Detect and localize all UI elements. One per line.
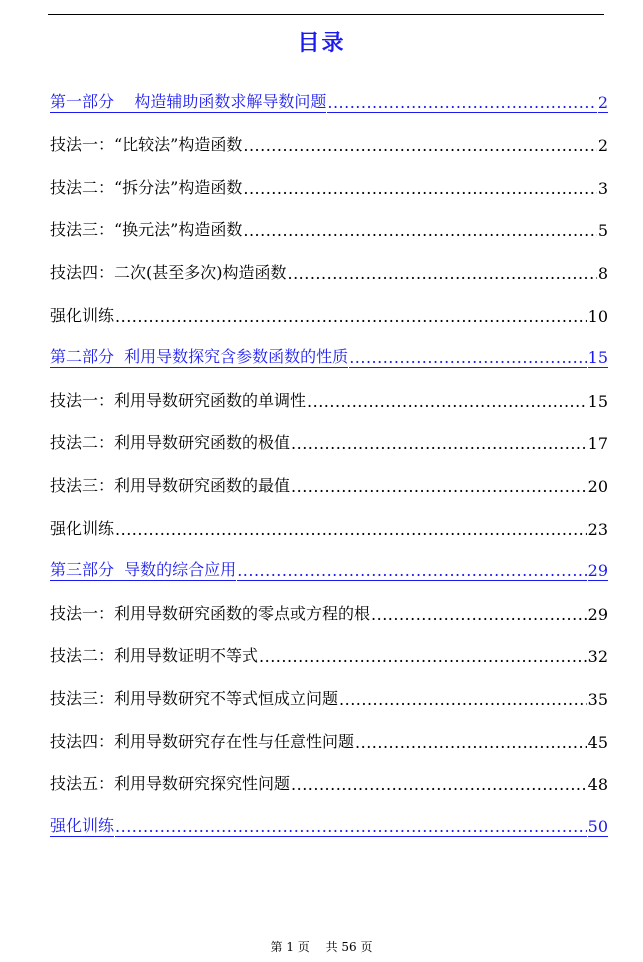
toc-entry[interactable] xyxy=(50,70,608,113)
toc-entry[interactable] xyxy=(50,411,608,454)
toc-entry[interactable] xyxy=(50,624,608,667)
header-rule xyxy=(48,14,604,15)
toc-leader xyxy=(349,348,586,368)
toc-page-number: 3 xyxy=(597,178,608,198)
toc-entry-text: 强化训练 xyxy=(50,518,115,538)
toc-entry-text: 技法五：利用导数研究探究性问题 xyxy=(50,774,291,794)
toc-entry[interactable] xyxy=(50,752,608,795)
toc-entry-text: 技法三：利用导数研究不等式恒成立问题 xyxy=(50,688,339,708)
toc-entry[interactable] xyxy=(50,794,608,837)
toc-entry-text: 技法一：“比较法”构造函数 xyxy=(50,135,243,155)
toc-entry-text: 技法三：利用导数研究函数的最值 xyxy=(50,475,291,495)
toc-entry[interactable] xyxy=(50,155,608,198)
toc-entry-text: 技法四：利用导数研究存在性与任意性问题 xyxy=(50,731,355,751)
toc-leader xyxy=(307,392,587,411)
toc-entry[interactable] xyxy=(50,240,608,283)
toc-entry[interactable] xyxy=(50,496,608,539)
toc-entry[interactable] xyxy=(50,368,608,411)
toc-page-number: 10 xyxy=(587,306,608,326)
toc-page-number: 2 xyxy=(597,136,608,156)
toc-leader xyxy=(115,520,587,539)
toc-leader xyxy=(291,775,587,794)
toc-entry[interactable] xyxy=(50,666,608,709)
toc-entry-text: 技法二：“拆分法”构造函数 xyxy=(50,177,243,197)
toc-page-number: 5 xyxy=(597,221,608,241)
toc-page-number: 17 xyxy=(587,434,608,454)
page-footer xyxy=(0,938,643,955)
toc-entry[interactable] xyxy=(50,709,608,752)
toc-entry-text: 第二部分 利用导数探究含参数函数的性质 xyxy=(50,344,348,368)
toc-entry[interactable] xyxy=(50,113,608,156)
toc-page-number: 2 xyxy=(597,92,608,112)
toc-entry[interactable] xyxy=(50,539,608,582)
toc-leader xyxy=(291,477,587,496)
toc-entry[interactable] xyxy=(50,326,608,369)
page-number-label: 第 1 页 xyxy=(270,940,310,954)
toc-leader xyxy=(339,690,587,709)
toc-page-number: 20 xyxy=(587,476,608,496)
toc-page-number: 23 xyxy=(587,519,608,539)
toc-leader xyxy=(115,307,587,326)
toc-entry[interactable] xyxy=(50,198,608,241)
toc-entry-text: 技法三：“换元法”构造函数 xyxy=(50,220,243,240)
toc-page-number: 35 xyxy=(587,689,608,709)
toc-page-number: 45 xyxy=(587,732,608,752)
toc-leader xyxy=(243,221,596,240)
total-pages-label: 共 56 页 xyxy=(325,940,373,954)
toc-page-number: 15 xyxy=(587,391,608,411)
toc-entry[interactable] xyxy=(50,453,608,496)
toc-entry-text: 技法一：利用导数研究函数的单调性 xyxy=(50,390,307,410)
toc-entry-text: 技法四：二次(甚至多次)构造函数 xyxy=(50,262,287,282)
toc-entry-text: 技法二：利用导数研究函数的极值 xyxy=(50,433,291,453)
toc-leader xyxy=(259,647,587,666)
toc-entry-text: 技法二：利用导数证明不等式 xyxy=(50,646,259,666)
toc-page-number: 29 xyxy=(587,604,608,624)
toc-entry[interactable] xyxy=(50,581,608,624)
toc-page-number: 29 xyxy=(587,561,608,581)
toc-title: 目录 xyxy=(297,30,346,56)
toc-page-number: 15 xyxy=(587,348,608,368)
toc-entry-text: 技法一：利用导数研究函数的零点或方程的根 xyxy=(50,603,371,623)
toc-leader xyxy=(355,733,587,752)
toc-entry-text: 强化训练 xyxy=(50,813,114,837)
toc-entry-text: 强化训练 xyxy=(50,305,115,325)
toc-leader xyxy=(115,817,587,837)
toc-page-number: 8 xyxy=(597,263,608,283)
toc-page-number: 32 xyxy=(587,647,608,667)
table-of-contents xyxy=(50,70,608,837)
toc-page-number: 48 xyxy=(587,775,608,795)
toc-entry-text: 第三部分 导数的综合应用 xyxy=(50,557,236,581)
toc-leader xyxy=(327,93,596,113)
toc-leader xyxy=(243,136,596,155)
toc-leader xyxy=(291,434,587,453)
toc-leader xyxy=(371,605,587,624)
toc-leader xyxy=(288,264,597,283)
toc-leader xyxy=(237,561,586,581)
toc-page-number: 50 xyxy=(587,816,608,836)
toc-entry-text: 第一部分 构造辅助函数求解导数问题 xyxy=(50,89,326,113)
toc-entry[interactable] xyxy=(50,283,608,326)
toc-leader xyxy=(243,179,596,198)
